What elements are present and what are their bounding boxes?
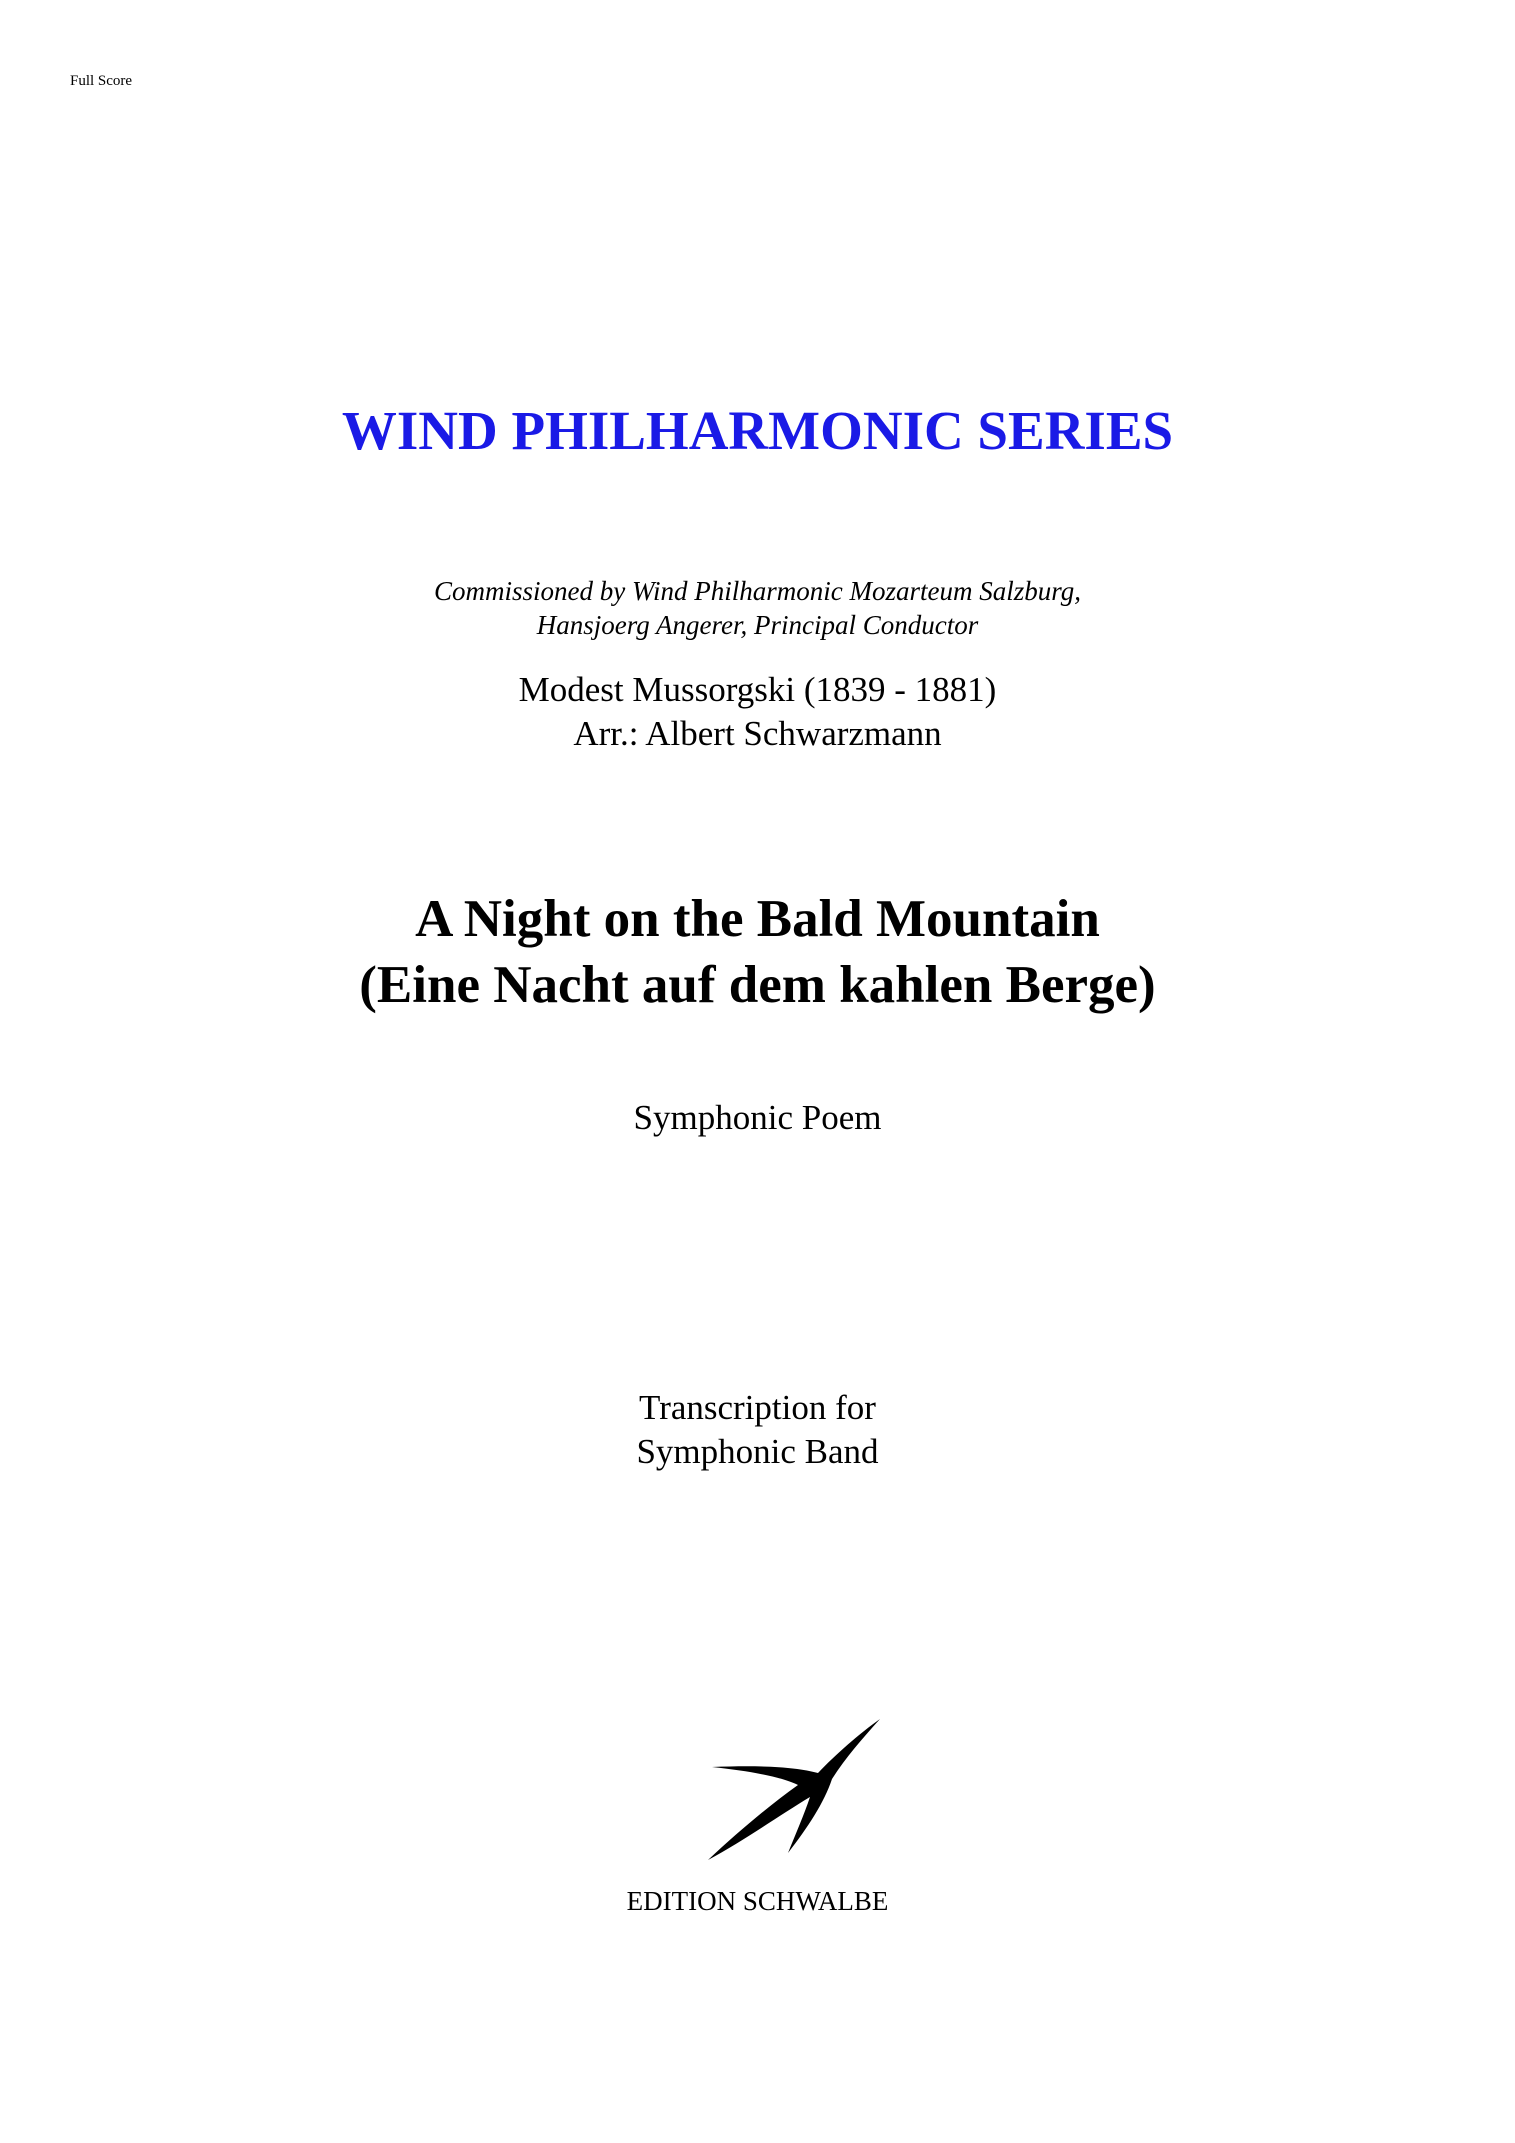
score-type-label: Full Score (70, 73, 133, 89)
swallow-bird-icon (700, 1715, 890, 1865)
commission-note (0, 574, 1515, 642)
arranger-credit: Arr.: Albert Schwarzmann (573, 714, 942, 753)
instrumentation-line-1: Transcription for (639, 1388, 876, 1427)
work-title-english: A Night on the Bald Mountain (415, 890, 1100, 948)
instrumentation-line-2: Symphonic Band (636, 1432, 879, 1471)
work-genre: Symphonic Poem (633, 1098, 882, 1137)
commission-line-1: Commissioned by Wind Philharmonic Mozarteum Salzburg, (434, 576, 1081, 606)
publisher-name: EDITION SCHWALBE (626, 1886, 889, 1916)
work-title-german: (Eine Nacht auf dem kahlen Berge) (359, 956, 1156, 1014)
composer-credit: Modest Mussorgski (1839 - 1881) (518, 670, 997, 709)
work-title (0, 886, 1515, 1018)
credits (0, 668, 1515, 756)
commission-line-2: Hansjoerg Angerer, Principal Conductor (536, 610, 979, 640)
series-title: WIND PHILHARMONIC SERIES (341, 400, 1174, 461)
instrumentation-note (0, 1386, 1515, 1474)
